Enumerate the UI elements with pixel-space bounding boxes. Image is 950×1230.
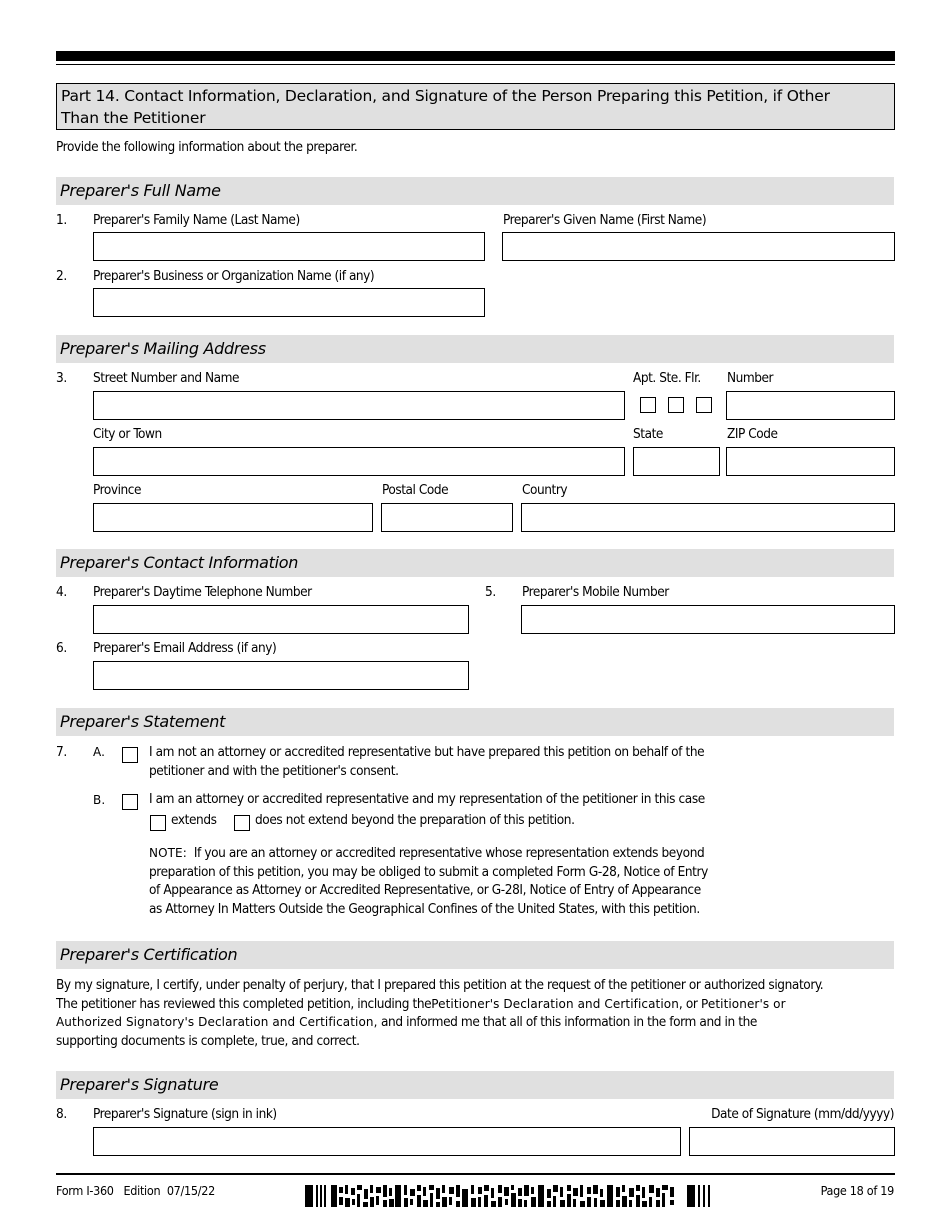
item-number-4: 4. bbox=[56, 584, 67, 600]
street-input[interactable] bbox=[93, 391, 625, 420]
apt-number-label: Number bbox=[727, 370, 774, 386]
street-label: Street Number and Name bbox=[93, 370, 240, 386]
signature-label: Preparer's Signature (sign in ink) bbox=[93, 1106, 277, 1122]
option-b-line1: I am an attorney or accredited representative and my representation of the petitioner in this case bbox=[149, 791, 705, 807]
apt-number-input[interactable] bbox=[726, 391, 895, 420]
note-line1: If you are an attorney or accredited representative whose representation extends beyond bbox=[193, 845, 705, 861]
option-a-line1: I am not an attorney or accredited representative but have prepared this petition on behalf of the bbox=[149, 744, 705, 760]
signature-date-label: Date of Signature (mm/dd/yyyy) bbox=[711, 1106, 894, 1122]
given-name-input[interactable] bbox=[502, 232, 895, 261]
zip-label: ZIP Code bbox=[727, 426, 778, 442]
ste-checkbox[interactable] bbox=[668, 397, 684, 413]
apt-ste-flr-label: Apt. Ste. Flr. bbox=[633, 370, 701, 386]
section-certification: Preparer's Certification bbox=[56, 941, 894, 969]
option-a-text bbox=[149, 743, 704, 781]
section-contact-info: Preparer's Contact Information bbox=[56, 549, 894, 577]
note-line4: as Attorney In Matters Outside the Geographical Confines of the United States, with this petition. bbox=[149, 901, 700, 918]
city-input[interactable] bbox=[93, 447, 625, 476]
intro-text: Provide the following information about the preparer. bbox=[56, 139, 358, 155]
family-name-input[interactable] bbox=[93, 232, 485, 261]
cert-line2-sc: Petitioner's Declaration and Certification bbox=[431, 996, 679, 1011]
footer-rule bbox=[56, 1173, 895, 1175]
form-edition: Form I-360 Edition 07/15/22 bbox=[56, 1183, 215, 1198]
section-signature: Preparer's Signature bbox=[56, 1071, 894, 1099]
certification-text bbox=[56, 976, 823, 1051]
part-title-line2: Than the Petitioner bbox=[61, 109, 206, 127]
cert-line3-b: and informed me that all of this information in the form and in the bbox=[377, 1014, 757, 1031]
extends-checkbox[interactable] bbox=[150, 815, 166, 831]
zip-input[interactable] bbox=[726, 447, 895, 476]
flr-checkbox[interactable] bbox=[696, 397, 712, 413]
state-select[interactable] bbox=[633, 447, 720, 476]
option-a-line2: petitioner and with the petitioner's consent. bbox=[149, 763, 399, 779]
item-number-1: 1. bbox=[56, 212, 67, 228]
cert-line2-b: , or bbox=[678, 995, 698, 1012]
postal-code-input[interactable] bbox=[381, 503, 513, 532]
business-name-label: Preparer's Business or Organization Name (if any) bbox=[93, 268, 375, 284]
does-not-extend-label: does not extend beyond the preparation of this petition. bbox=[255, 812, 575, 828]
item-number-7: 7. bbox=[56, 744, 67, 760]
barcode-icon bbox=[305, 1185, 713, 1207]
cert-line2-sc2: Petitioner's or bbox=[700, 996, 786, 1011]
item-number-8: 8. bbox=[56, 1106, 67, 1122]
header-thick-rule bbox=[56, 51, 895, 61]
postal-code-label: Postal Code bbox=[382, 482, 449, 498]
option-b-letter: B. bbox=[93, 793, 106, 807]
province-label: Province bbox=[93, 482, 142, 498]
note-line3: of Appearance as Attorney or Accredited Representative, or G-28I, Notice of Entry of Appearance bbox=[149, 882, 701, 899]
part-title-line1: Part 14. Contact Information, Declaration, and Signature of the Person Preparing this Petition, if Other bbox=[61, 87, 830, 105]
page-number: Page 18 of 19 bbox=[820, 1183, 894, 1198]
signature-field[interactable] bbox=[93, 1127, 681, 1156]
daytime-phone-label: Preparer's Daytime Telephone Number bbox=[93, 584, 312, 600]
header-thin-rule bbox=[56, 64, 895, 65]
cert-line3-sc: Authorized Signatory's Declaration and Certification, bbox=[56, 1015, 378, 1030]
not-attorney-checkbox[interactable] bbox=[122, 747, 138, 763]
item-number-2: 2. bbox=[56, 268, 67, 284]
mobile-number-label: Preparer's Mobile Number bbox=[522, 584, 669, 600]
daytime-phone-input[interactable] bbox=[93, 605, 469, 634]
cert-line1: By my signature, I certify, under penalty of perjury, that I prepared this petition at the request of the petitioner or authorized signatory. bbox=[56, 977, 824, 993]
country-label: Country bbox=[522, 482, 568, 498]
family-name-label: Preparer's Family Name (Last Name) bbox=[93, 212, 300, 228]
cert-line2-a: The petitioner has reviewed this completed petition, including the bbox=[56, 995, 432, 1012]
extends-label: extends bbox=[171, 812, 217, 828]
item-number-3: 3. bbox=[56, 370, 67, 386]
attorney-checkbox[interactable] bbox=[122, 794, 138, 810]
mobile-number-input[interactable] bbox=[521, 605, 895, 634]
section-full-name: Preparer's Full Name bbox=[56, 177, 894, 205]
item-number-5: 5. bbox=[485, 584, 496, 600]
note-label: NOTE: bbox=[149, 846, 187, 860]
section-mailing-address: Preparer's Mailing Address bbox=[56, 335, 894, 363]
item-number-6: 6. bbox=[56, 640, 67, 656]
given-name-label: Preparer's Given Name (First Name) bbox=[503, 212, 707, 228]
note-line2: preparation of this petition, you may be obliged to submit a completed Form G-28, Notice of Entry bbox=[149, 863, 708, 880]
does-not-extend-checkbox[interactable] bbox=[234, 815, 250, 831]
apt-checkbox[interactable] bbox=[640, 397, 656, 413]
section-statement: Preparer's Statement bbox=[56, 708, 894, 736]
city-label: City or Town bbox=[93, 426, 162, 442]
province-input[interactable] bbox=[93, 503, 373, 532]
option-a-letter: A. bbox=[93, 745, 106, 759]
signature-date-input[interactable] bbox=[689, 1127, 895, 1156]
country-input[interactable] bbox=[521, 503, 895, 532]
part-14-header bbox=[56, 83, 895, 130]
cert-line4: supporting documents is complete, true, and correct. bbox=[56, 1033, 360, 1050]
attorney-note bbox=[149, 844, 708, 919]
state-label: State bbox=[633, 426, 663, 442]
email-label: Preparer's Email Address (if any) bbox=[93, 640, 277, 656]
business-name-input[interactable] bbox=[93, 288, 485, 317]
email-input[interactable] bbox=[93, 661, 469, 690]
